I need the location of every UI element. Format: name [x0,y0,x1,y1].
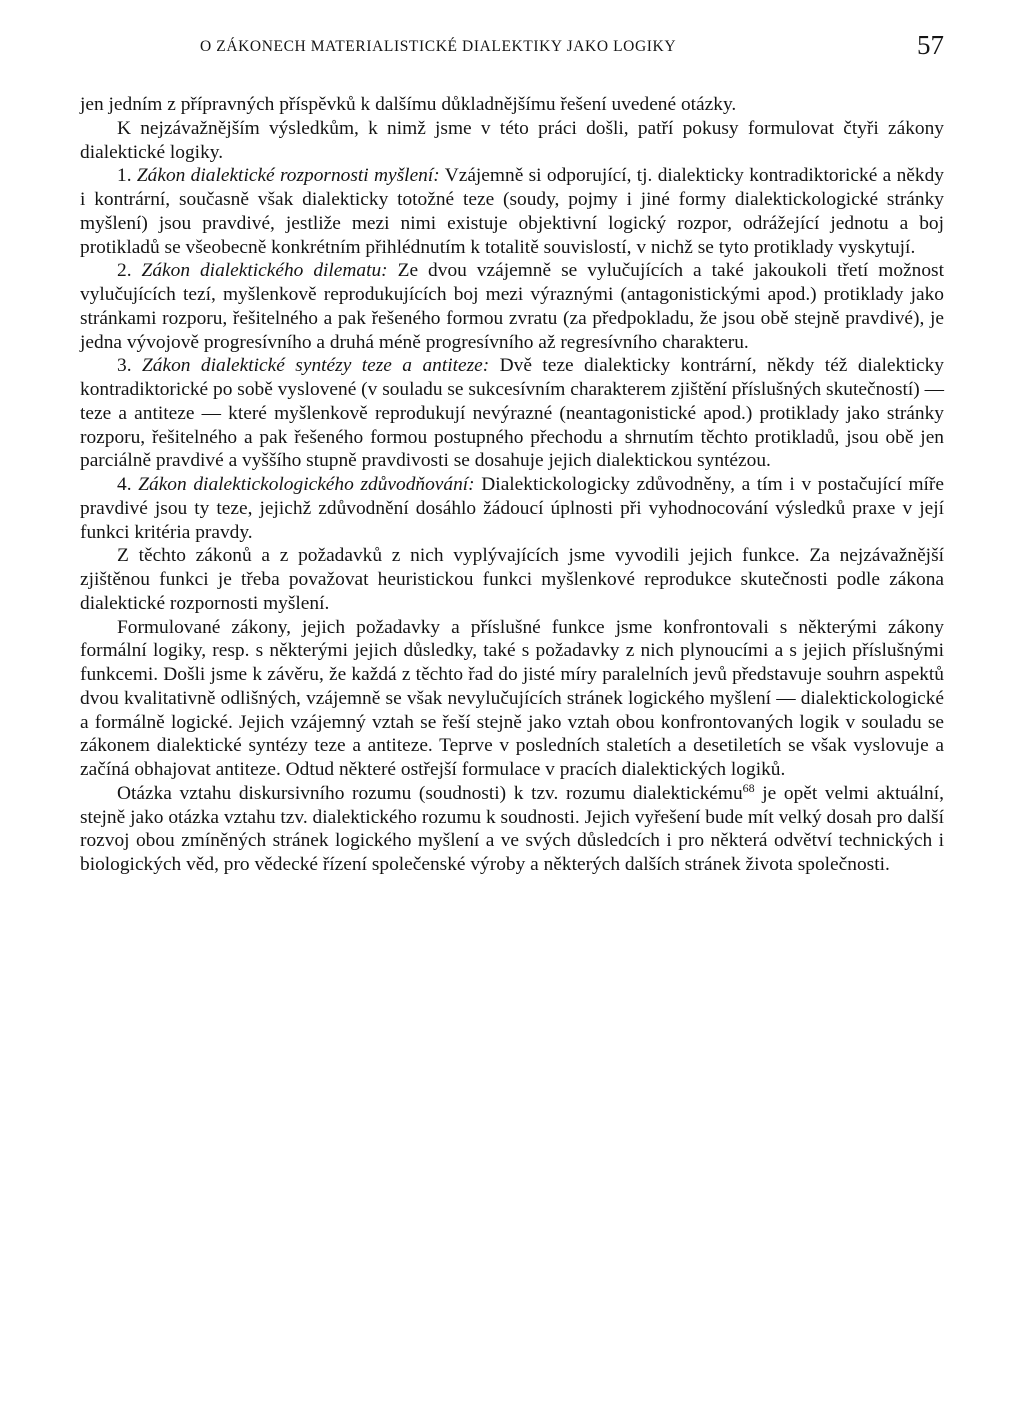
paragraph-text: Otázka vztahu diskursivního rozumu (soudnosti) k tzv. rozumu dialektickému [117,782,743,804]
law-text: Vzájemně si odporující, tj. dialekticky kontradiktorické a někdy i kontrární, současně však dialekticky totožné teze (soudy, pojmy i jiné formy dialektickologické stránky myšlení) jsou pravdivé, jestliže mezi nimi existuje objektivní logický rozpor, odrážející jednotu a boj protikladů se všeobecně konkrétním přihlédnutím k totalitě souvislostí, v nichž se tyto protiklady vyskytují. [80,165,944,258]
paragraph-results [80,117,944,165]
law-number: 2. [117,260,132,282]
body-text [80,93,944,877]
page-number: 57 [917,30,944,60]
paragraph-text: K nejzávažnějším výsledkům, k nimž jsme v této práci došli, patří pokusy formulovat čtyři zákony dialektické logiky. [80,117,944,163]
law-title: Zákon dialektickologického zdůvodňování: [138,474,475,495]
law-title: Zákon dialektické rozpornosti myšlení: [136,165,440,187]
paragraph-reason [80,782,944,877]
law-1 [80,164,944,259]
law-4 [80,473,944,544]
law-text: Dvě teze dialekticky kontrární, někdy též dialekticky kontradiktorické po sobě vyslovené (v souladu se sukcesívním charakterem zjištění příslušných skutečností) — teze a antiteze — které myšlenkově reprodukují nevýrazné (neantagonistické apod.) protiklady jako stránky rozporu, řešitelného a pak řešeného formou postupného přechodu a shrnutím těchto protikladů, jsou obě jen parciálně pravdivé a vyššího stupně pravdivosti se dosahuje jejich dialektickou syntézou. [80,355,944,472]
paragraph-functions [80,544,944,615]
paragraph-text: je opět velmi aktuální, stejně jako otázka vztahu tzv. dialektického rozumu k soudnosti. Jejich vyřešení bude mít velký dosah pro další rozvoj obou zmíněných stránek logického myšlení a ve svých důsledcích i pro některá odvětví technických i biologických věd, pro vědecké řízení společenské výroby a některých dalších stránek života společnosti. [80,782,944,875]
law-number: 3. [117,355,132,377]
running-title: O ZÁKONECH MATERIALISTICKÉ DIALEKTIKY JAKO LOGIKY [200,38,677,55]
paragraph-continuation [80,93,944,117]
law-3 [80,354,944,473]
law-2 [80,259,944,354]
paragraph-text: Formulované zákony, jejich požadavky a příslušné funkce jsme konfrontovali s některými zákony formální logiky, resp. s některými jejich důsledky, také s požadavky z nich plynoucími a s jejich příslušnými funkcemi. Došli jsme k závěru, že každá z těchto řad do jisté míry paralelních jevů představuje souhrn aspektů dvou kvalitativně odlišných, vzájemně se však nevylučujících stránek logického myšlení — dialektickologické a formálně logické. Jejich vzájemný vztah se řeší stejně jako vztah obou konfrontovaných logik v souladu se zákonem dialektické syntézy teze a antiteze. Teprve v posledních staletích a desetiletích se však vyslovuje a začíná obhajovat antiteze. Odtud některé ostřejší formulace v pracích dialektických logiků. [80,616,944,780]
law-number: 1. [117,165,132,187]
book-page [80,30,944,877]
paragraph-text: Z těchto zákonů a z požadavků z nich vyplývajících jsme vyvodili jejich funkce. Za nejzávažnější zjištěnou funkci je třeba považovat heuristickou funkci myšlenkové reprodukce skutečnosti podle zákona dialektické rozpornosti myšlení. [80,545,944,614]
footnote-ref: 68 [742,780,755,795]
paragraph-text: jen jedním z přípravných příspěvků k dalšímu důkladnějšímu řešení uvedené otázky. [80,94,737,115]
law-title: Zákon dialektické syntézy teze a antiteze: [141,355,490,377]
paragraph-formal-logic [80,616,944,782]
law-text: Dialektickologicky zdůvodněny, a tím i v postačující míře pravdivé jsou ty teze, jejichž zdůvodnění dosáhlo žádoucí úplnosti při vyhodnocování výsledků praxe v její funkci kritéria pravdy. [80,474,944,543]
law-text: Ze dvou vzájemně se vylučujících a také jakoukoli třetí možnost vylučujících tezí, myšlenkově reprodukujících boj mezi výraznými (antagonistickými apod.) protiklady jako stránkami rozporu, řešitelného a pak řešeného formou zvratu (za předpokladu, že jsou obě stejně pravdivé), je jedna vývojově progresívního a druhá méně progresívního až regresívního charakteru. [80,260,944,353]
law-title: Zákon dialektického dilematu: [141,260,388,282]
running-head [80,30,944,66]
law-number: 4. [117,474,132,495]
